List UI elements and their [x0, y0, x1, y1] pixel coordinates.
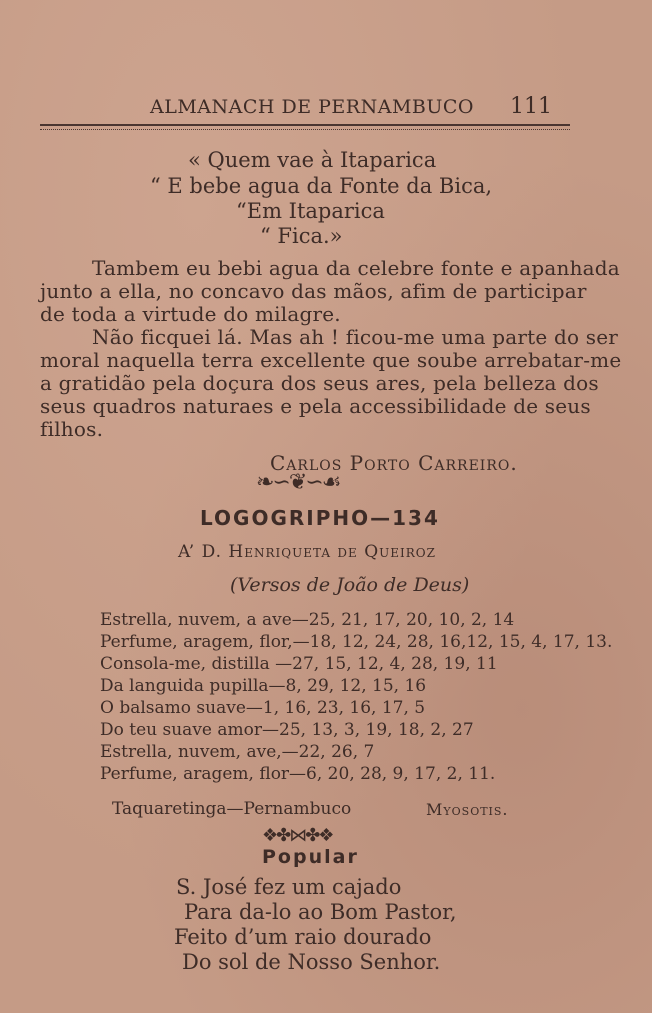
paragraph-line: Não ficquei lá. Mas ah ! ficou-me uma parte do ser	[92, 325, 619, 349]
dedication: A’ D. Henriqueta de Queiroz	[178, 542, 436, 562]
place-line: Taquaretinga—Pernambuco	[112, 799, 352, 819]
quote-line: “ E bebe agua da Fonte da Bica,	[150, 174, 493, 198]
paragraph-line: Tambem eu bebi agua da celebre fonte e apanhada	[92, 256, 620, 280]
paragraph-line: seus quadros naturaes e pela accessibilidade de seus	[40, 394, 591, 418]
logogripho-line: Estrella, nuvem, a ave—25, 21, 17, 20, 10, 2, 14	[100, 610, 515, 630]
popular-verse-line: Do sol de Nosso Senhor.	[182, 950, 441, 974]
subtitle: (Versos de João de Deus)	[230, 574, 470, 596]
quote-line: “Em Itaparica	[236, 199, 385, 223]
pseudonym-signature: Myosotis.	[426, 800, 509, 819]
logogripho-title: LOGOGRIPHO—134	[200, 506, 440, 530]
logogripho-line: Consola-me, distilla —27, 15, 12, 4, 28, 19, 11	[100, 654, 498, 674]
ornament-divider: ❧∽❦∽☙	[256, 470, 340, 495]
logogripho-line: O balsamo suave—1, 16, 23, 16, 17, 5	[100, 698, 426, 718]
running-header: ALMANACH DE PERNAMBUCO	[150, 96, 474, 118]
paragraph-line: a gratidão pela doçura dos seus ares, pela belleza dos	[40, 371, 599, 395]
ornament-divider: ❖✤⋈✤❖	[262, 825, 333, 846]
page-number: 111	[510, 94, 552, 119]
logogripho-line: Estrella, nuvem, ave,—22, 26, 7	[100, 742, 375, 762]
popular-title: Popular	[262, 846, 359, 868]
logogripho-line: Da languida pupilla—8, 29, 12, 15, 16	[100, 676, 427, 696]
paragraph-line: moral naquella terra excellente que soube arrebatar-me	[40, 348, 622, 372]
quote-line: “ Fica.»	[260, 224, 343, 248]
popular-verse-line: S. José fez um cajado	[176, 875, 402, 899]
quote-line: « Quem vae à Itaparica	[188, 148, 437, 172]
popular-verse-line: Para da-lo ao Bom Pastor,	[184, 900, 457, 924]
header-rule	[40, 124, 570, 130]
author-signature: Carlos Porto Carreiro.	[270, 451, 518, 475]
popular-verse-line: Feito d’um raio dourado	[174, 925, 432, 949]
logogripho-line: Perfume, aragem, flor,—18, 12, 24, 28, 16,12, 15, 4, 17, 13.	[100, 632, 613, 652]
logogripho-line: Perfume, aragem, flor—6, 20, 28, 9, 17, 2, 11.	[100, 764, 496, 784]
logogripho-line: Do teu suave amor—25, 13, 3, 19, 18, 2, 27	[100, 720, 474, 740]
paragraph-line: de toda a virtude do milagre.	[40, 302, 341, 326]
paragraph-line: filhos.	[40, 417, 104, 441]
paragraph-line: junto a ella, no concavo das mãos, afim de participar	[40, 279, 587, 303]
